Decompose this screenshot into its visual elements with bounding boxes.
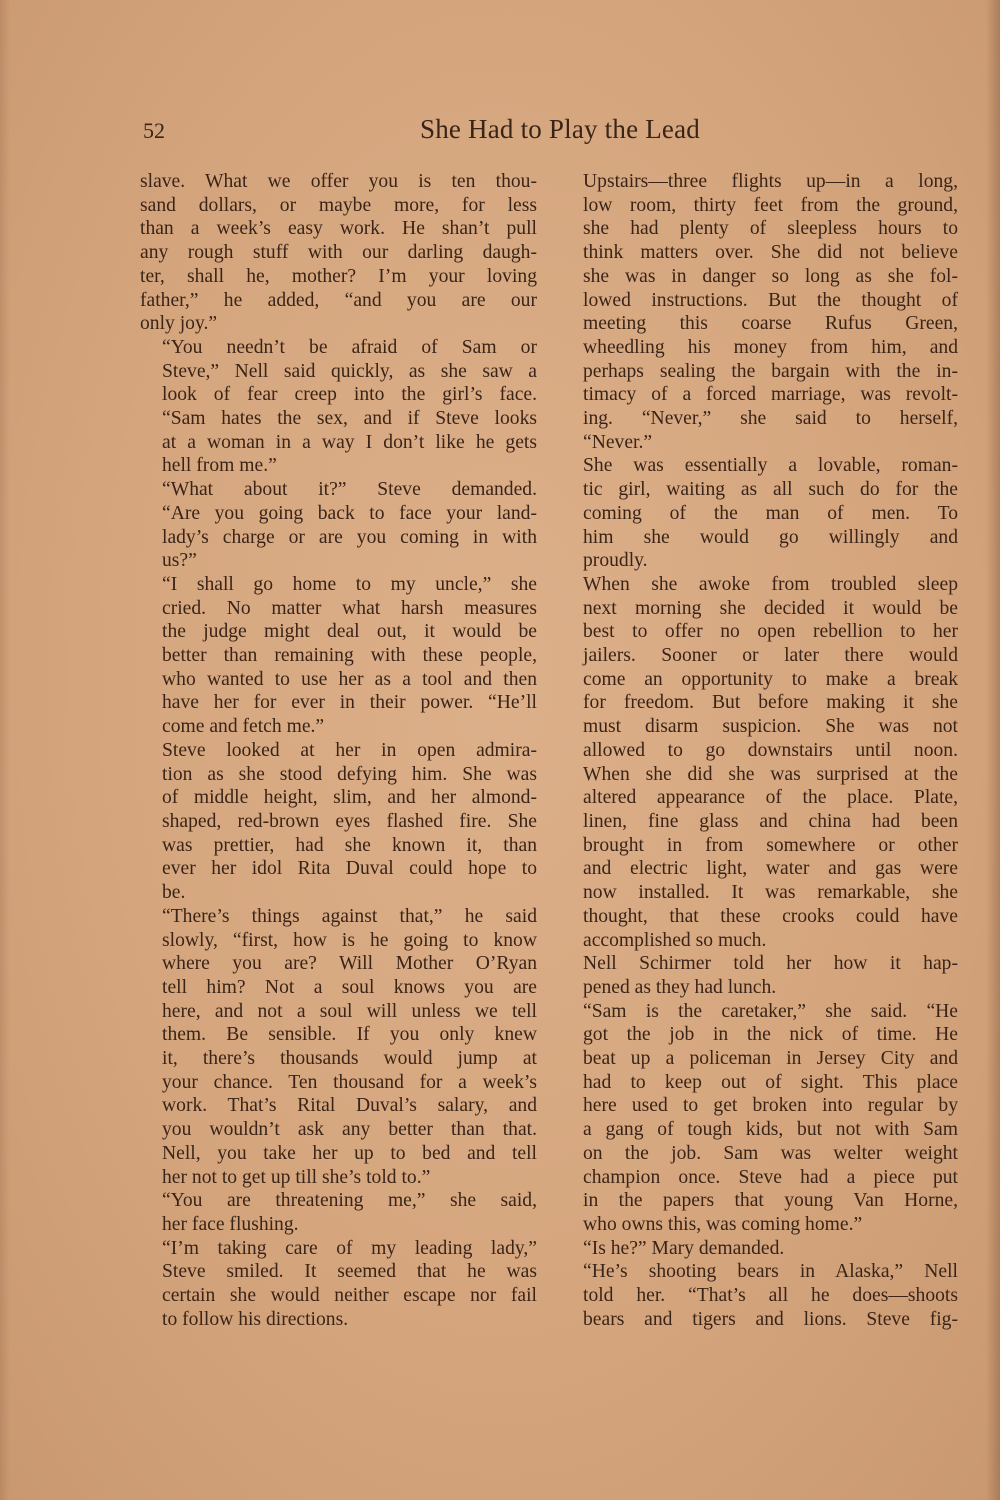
text-line: “There’s things against that,” he said	[162, 905, 537, 927]
text-line: lowed instructions. But the thought of	[583, 289, 958, 311]
text-line: low room, thirty feet from the ground,	[583, 194, 958, 216]
text-line: in the papers that young Van Horne,	[583, 1190, 958, 1212]
text-line: Steve looked at her in open admira-	[162, 739, 537, 761]
text-line: who wanted to use her as a tool and then	[162, 668, 537, 690]
page-number: 52	[143, 118, 165, 143]
text-line: Nell, you take her up to bed and tell	[162, 1142, 537, 1164]
paragraph	[561, 1260, 958, 1331]
paragraph	[561, 170, 958, 454]
paragraph	[561, 1237, 958, 1261]
running-title: She Had to Play the Lead	[420, 114, 700, 144]
text-line: any rough stuff with our darling daugh-	[140, 242, 537, 264]
text-line: Upstairs—three flights up—in a long,	[583, 171, 958, 192]
text-line: “I shall go home to my uncle,” she	[162, 573, 537, 595]
text-line: think matters over. She did not believe	[583, 242, 958, 264]
page-edge-left	[0, 0, 10, 1500]
text-line: ing. “Never,” she said to herself,	[583, 408, 958, 430]
text-line: best to offer no open rebellion to her	[583, 621, 958, 643]
running-head	[140, 114, 960, 154]
text-line: the judge might deal out, it would be	[162, 621, 537, 643]
text-line: Steve smiled. It seemed that he was	[162, 1261, 537, 1283]
text-line: than a week’s easy work. He shan’t pull	[140, 218, 537, 240]
text-line: where you are? Will Mother O’Ryan	[162, 953, 537, 975]
text-line: “Is he?” Mary demanded.	[583, 1237, 785, 1259]
text-line: hell from me.”	[162, 455, 277, 477]
text-line: perhaps sealing the bargain with the in-	[583, 360, 958, 382]
text-line: for freedom. But before making it she	[583, 692, 958, 714]
text-line: him she would go willingly and	[583, 526, 958, 548]
text-line: sand dollars, or maybe more, for less	[140, 194, 537, 216]
text-line: got the job in the nick of time. He	[583, 1024, 958, 1046]
text-line: Nell Schirmer told her how it hap-	[583, 953, 958, 975]
text-line: “He’s shooting bears in Alaska,” Nell	[583, 1261, 958, 1283]
text-line: coming of the man of men. To	[583, 502, 958, 524]
paragraph	[140, 905, 537, 1189]
paragraph	[140, 739, 537, 905]
paragraph	[140, 1189, 537, 1236]
text-line: Steve,” Nell said quickly, as she saw a	[162, 360, 537, 382]
text-line: on the job. Sam was welter weight	[583, 1142, 958, 1164]
text-line: brought in from somewhere or other	[583, 834, 958, 856]
text-line: beat up a policeman in Jersey City and	[583, 1048, 958, 1070]
text-line: “Never.”	[583, 431, 653, 453]
text-line: timacy of a forced marriage, was revolt-	[583, 384, 958, 406]
text-line: champion once. Steve had a piece put	[583, 1166, 958, 1188]
text-line: “I’m taking care of my leading lady,”	[162, 1237, 537, 1259]
text-line: told her. “That’s all he does—shoots	[583, 1285, 958, 1307]
text-line: was prettier, had she known it, than	[162, 834, 537, 856]
text-line: meeting this coarse Rufus Green,	[583, 313, 958, 335]
text-line: it, there’s thousands would jump at	[162, 1048, 537, 1070]
text-line: “Sam is the caretaker,” she said. “He	[583, 1000, 958, 1022]
text-line: tell him? Not a soul knows you are	[162, 976, 537, 998]
text-line: “You are threatening me,” she said,	[162, 1190, 537, 1212]
text-line: her not to get up till she’s told to.”	[162, 1166, 431, 1188]
text-line: shaped, red-brown eyes flashed fire. She	[162, 810, 537, 832]
text-line: had to keep out of sight. This place	[583, 1071, 958, 1093]
text-line: be.	[162, 882, 186, 904]
text-line: next morning she decided it would be	[583, 597, 958, 619]
text-line: to follow his directions.	[162, 1308, 349, 1330]
text-line: now installed. It was remarkable, she	[583, 882, 958, 904]
text-line: allowed to go downstairs until noon.	[583, 739, 958, 761]
text-line: When she awoke from troubled sleep	[583, 573, 958, 595]
text-line: she was in danger so long as she fol-	[583, 265, 958, 287]
text-line: ter, shall he, mother? I’m your loving	[140, 265, 537, 287]
text-column-right	[561, 170, 958, 1331]
text-line: bears and tigers and lions. Steve fig-	[583, 1308, 958, 1330]
text-line: “Are you going back to face your land-	[162, 502, 537, 524]
text-line: us?”	[162, 550, 197, 572]
text-line: certain she would neither escape nor fail	[162, 1285, 537, 1307]
paragraph	[140, 1237, 537, 1332]
text-line: come and fetch me.”	[162, 716, 325, 738]
text-line: She was essentially a lovable, roman-	[583, 455, 958, 477]
text-line: tion as she stood defying him. She was	[162, 763, 537, 785]
text-line: have her for ever in their power. “He’ll	[162, 692, 537, 714]
text-column-left	[140, 170, 537, 1331]
text-line: look of fear creep into the girl’s face.	[162, 384, 537, 406]
text-line: accomplished so much.	[583, 929, 767, 951]
text-line: who owns this, was coming home.”	[583, 1213, 863, 1235]
text-line: “Sam hates the sex, and if Steve looks	[162, 408, 537, 430]
text-line: of middle height, slim, and her almond-	[162, 787, 537, 809]
text-line: come an opportunity to make a break	[583, 668, 958, 690]
text-line: slowly, “first, how is he going to know	[162, 929, 537, 951]
text-line: and electric light, water and gas were	[583, 858, 958, 880]
text-line: wheedling his money from him, and	[583, 336, 958, 358]
text-line: her face flushing.	[162, 1213, 299, 1235]
text-line: here used to get broken into regular by	[583, 1095, 958, 1117]
text-line: your chance. Ten thousand for a week’s	[162, 1071, 537, 1093]
text-line: better than remaining with these people,	[162, 645, 537, 667]
text-line: only joy.”	[140, 313, 218, 335]
text-line: When she did she was surprised at the	[583, 763, 958, 785]
text-line: you wouldn’t ask any better than that.	[162, 1119, 537, 1141]
text-line: jailers. Sooner or later there would	[583, 645, 958, 667]
paragraph	[140, 336, 537, 478]
paragraph	[561, 454, 958, 573]
text-line: “You needn’t be afraid of Sam or	[162, 336, 537, 358]
paragraph	[140, 170, 537, 336]
text-line: must disarm suspicion. She was not	[583, 716, 958, 738]
text-line: a gang of tough kids, but not with Sam	[583, 1119, 958, 1141]
paragraph	[140, 573, 537, 739]
text-line: slave. What we offer you is ten thou-	[140, 171, 537, 192]
text-line: ever her idol Rita Duval could hope to	[162, 858, 537, 880]
text-line: proudly.	[583, 550, 648, 572]
text-line: at a woman in a way I don’t like he gets	[162, 431, 537, 453]
text-line: linen, fine glass and china had been	[583, 810, 958, 832]
page-edge-right	[986, 0, 1000, 1500]
text-line: lady’s charge or are you coming in with	[162, 526, 537, 548]
text-line: pened as they had lunch.	[583, 976, 777, 998]
text-line: thought, that these crooks could have	[583, 905, 958, 927]
text-line: them. Be sensible. If you only knew	[162, 1024, 537, 1046]
text-line: here, and not a soul will unless we tell	[162, 1000, 537, 1022]
text-line: father,” he added, “and you are our	[140, 289, 537, 311]
text-line: altered appearance of the place. Plate,	[583, 787, 958, 809]
text-line: cried. No matter what harsh measures	[162, 597, 537, 619]
paragraph	[140, 478, 537, 573]
text-line: “What about it?” Steve demanded.	[162, 479, 537, 501]
paragraph	[561, 952, 958, 999]
text-line: tic girl, waiting as all such do for the	[583, 479, 958, 501]
text-line: work. That’s Rital Duval’s salary, and	[162, 1095, 537, 1117]
paragraph	[561, 1000, 958, 1237]
text-line: she had plenty of sleepless hours to	[583, 218, 958, 240]
paragraph	[561, 573, 958, 952]
